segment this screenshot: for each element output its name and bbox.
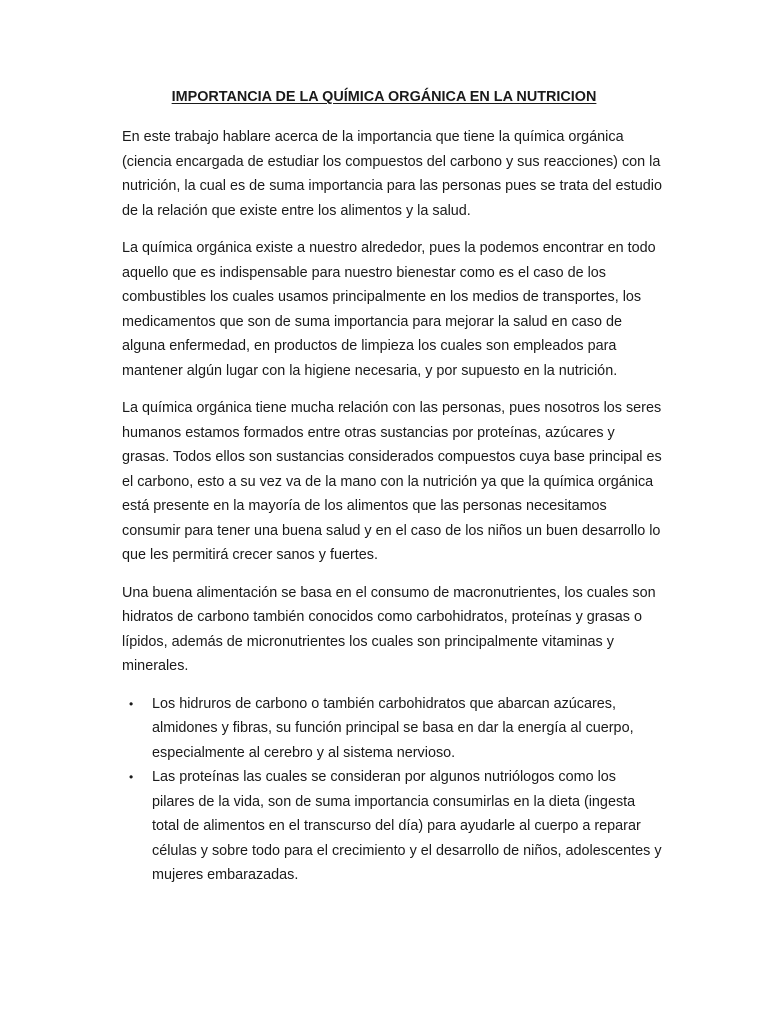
bullet-list [122,692,662,888]
bullet-text: Los hidruros de carbono o también carbohidratos que abarcan azúcares, almidones y fibras, su función principal se basa en dar la energía al cuerpo, especialmente al cerebro y al sistema nervioso. [152,695,634,761]
document-title: IMPORTANCIA DE LA QUÍMICA ORGÁNICA EN LA NUTRICION [171,89,597,105]
bullet-item-proteinas [122,765,662,888]
paragraph-4: Una buena alimentación se basa en el consumo de macronutrientes, los cuales son hidratos de carbono también conocidos como carbohidratos, proteínas y grasas o lípidos, además de micronutrientes los cuales son principalmente vitaminas y minerales. [122,584,656,674]
bullet-dot-icon: • [129,770,134,784]
paragraph-2: La química orgánica existe a nuestro alrededor, pues la podemos encontrar en todo aquello que es indispensable para nuestro bienestar como es el caso de los combustibles los cuales usamos principalmente en los medios de transportes, los medicamentos que son de suma importancia para mejorar la salud en caso de alguna enfermedad, en productos de limpieza los cuales son empleados para mantener algún lugar con la higiene necesaria, y por supuesto en la nutrición. [122,240,656,379]
paragraph-1: En este trabajo hablare acerca de la importancia que tiene la química orgánica (ciencia encargada de estudiar los compuestos del carbono y sus reacciones) con la nutrición, la cual es de suma importancia para las personas pues se trata del estudio de la relación que existe entre los alimentos y la salud. [122,129,662,219]
bullet-text: Las proteínas las cuales se consideran por algunos nutriólogos como los pilares de la vida, son de suma importancia consumirlas en la dieta (ingesta total de alimentos en el transcurso del día) para ayudarle al cuerpo a reparar células y sobre todo para el crecimiento y el desarrollo de niños, adolescentes y mujeres embarazadas. [152,769,662,883]
bullet-dot-icon: • [129,696,134,711]
paragraph-3: La química orgánica tiene mucha relación con las personas, pues nosotros los seres humanos estamos formados entre otras sustancias por proteínas, azúcares y grasas. Todos ellos son sustancias considerados compuestos cuya base principal es el carbono, esto a su vez va de la mano con la nutrición ya que la química orgánica está presente en la mayoría de los alimentos que las personas necesitamos consumir para tener una buena salud y en el caso de los niños un buen desarrollo lo que les permitirá crecer sanos y fuertes. [122,400,662,563]
bullet-item-carbohidratos [122,692,662,766]
document-body [122,125,662,888]
